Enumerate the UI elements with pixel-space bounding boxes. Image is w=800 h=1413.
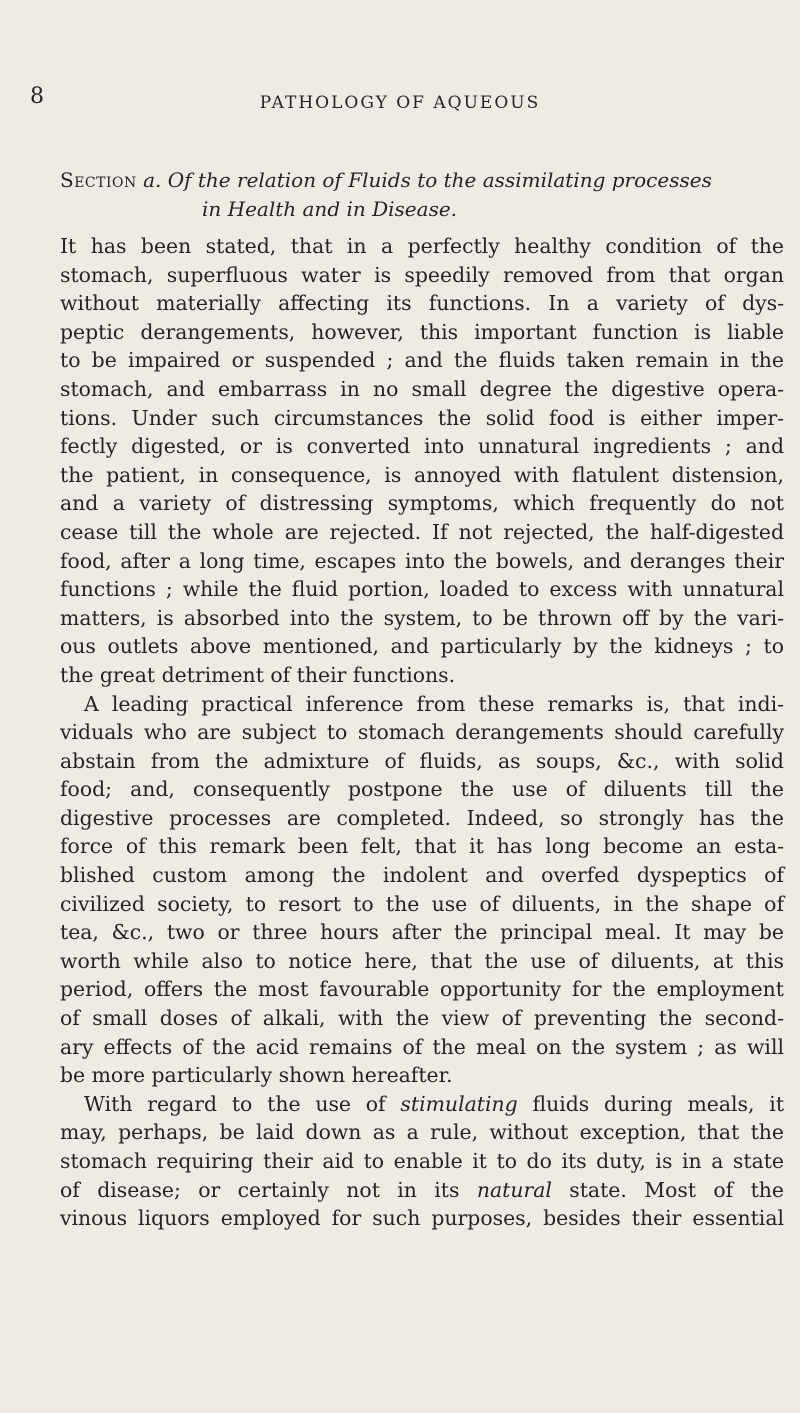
text-line: functions ; while the fluid portion, loaded to excess with unnatural	[60, 577, 784, 602]
text-run: fluids during meals, it	[532, 1091, 785, 1116]
text-line: A leading practical inference from these remarks is, that indi-	[84, 691, 784, 716]
text-run: state. Most of the	[569, 1177, 784, 1202]
text-line: and a variety of distressing symptoms, which frequently do not	[60, 491, 784, 516]
text-line: food; and, consequently postpone the use of diluents till the	[60, 777, 784, 802]
section-label: Section	[60, 168, 137, 192]
text-line: worth while also to notice here, that the use of diluents, at this	[60, 948, 784, 973]
text-line: ary effects of the acid remains of the meal on the system ; as will	[60, 1034, 784, 1059]
italic-word: natural	[476, 1177, 552, 1202]
running-head: PATHOLOGY OF AQUEOUS	[259, 93, 541, 113]
section-letter: a.	[143, 168, 162, 192]
text-line: be more particularly shown hereafter.	[60, 1063, 453, 1088]
text-line: fectly digested, or is converted into unnatural ingredients ; and	[60, 434, 784, 459]
text-line: force of this remark been felt, that it has long become an esta-	[60, 834, 784, 859]
text-line: of small doses of alkali, with the view of preventing the second-	[60, 1006, 784, 1031]
section-title-line1: Of the relation of Fluids to the assimilating processes	[167, 168, 712, 192]
text-line: tions. Under such circumstances the solid food is either imper-	[60, 405, 784, 430]
text-line: It has been stated, that in a perfectly healthy condition of the	[60, 234, 784, 258]
body-text	[60, 232, 784, 1233]
text-line: digestive processes are completed. Indeed, so strongly has the	[60, 805, 784, 830]
section-title-line2: in Health and in Disease.	[202, 197, 458, 221]
text-line: blished custom among the indolent and overfed dyspeptics of	[60, 863, 784, 888]
text-line: food, after a long time, escapes into the bowels, and deranges their	[60, 548, 784, 573]
text-line: abstain from the admixture of fluids, as soups, &c., with solid	[60, 748, 784, 773]
text-run: of disease; or certainly not in its	[60, 1177, 460, 1202]
text-line: matters, is absorbed into the system, to be thrown off by the vari-	[60, 605, 784, 630]
text-line: cease till the whole are rejected. If not rejected, the half-digested	[60, 519, 784, 544]
text-run: With regard to the use of	[84, 1091, 386, 1116]
text-line: the great detriment of their functions.	[60, 662, 456, 687]
text-line: to be impaired or suspended ; and the fluids taken remain in the	[60, 348, 784, 373]
text-line: the patient, in consequence, is annoyed with flatulent distension,	[60, 462, 784, 487]
text-line: may, perhaps, be laid down as a rule, without exception, that the	[60, 1120, 784, 1145]
text-line: viduals who are subject to stomach derangements should carefully	[60, 720, 784, 745]
italic-word: stimulating	[400, 1091, 518, 1116]
section-heading	[60, 166, 760, 224]
text-line: stomach requiring their aid to enable it to do its duty, is in a state	[60, 1149, 784, 1173]
text-line	[60, 1090, 784, 1119]
text-line	[60, 1176, 784, 1205]
text-line: civilized society, to resort to the use of diluents, in the shape of	[60, 891, 784, 916]
text-line: vinous liquors employed for such purposes, besides their essential	[60, 1206, 784, 1231]
text-line: ous outlets above mentioned, and particularly by the kidneys ; to	[60, 634, 784, 659]
text-line: period, offers the most favourable opportunity for the employment	[60, 977, 784, 1002]
text-line: tea, &c., two or three hours after the principal meal. It may be	[60, 920, 784, 945]
text-line: stomach, superfluous water is speedily removed from that organ	[60, 262, 784, 287]
page-number: 8	[30, 84, 44, 109]
text-line: without materially affecting its functions. In a variety of dys-	[60, 291, 784, 316]
text-line: stomach, and embarrass in no small degree the digestive opera-	[60, 376, 784, 401]
text-line: peptic derangements, however, this important function is liable	[60, 319, 784, 344]
